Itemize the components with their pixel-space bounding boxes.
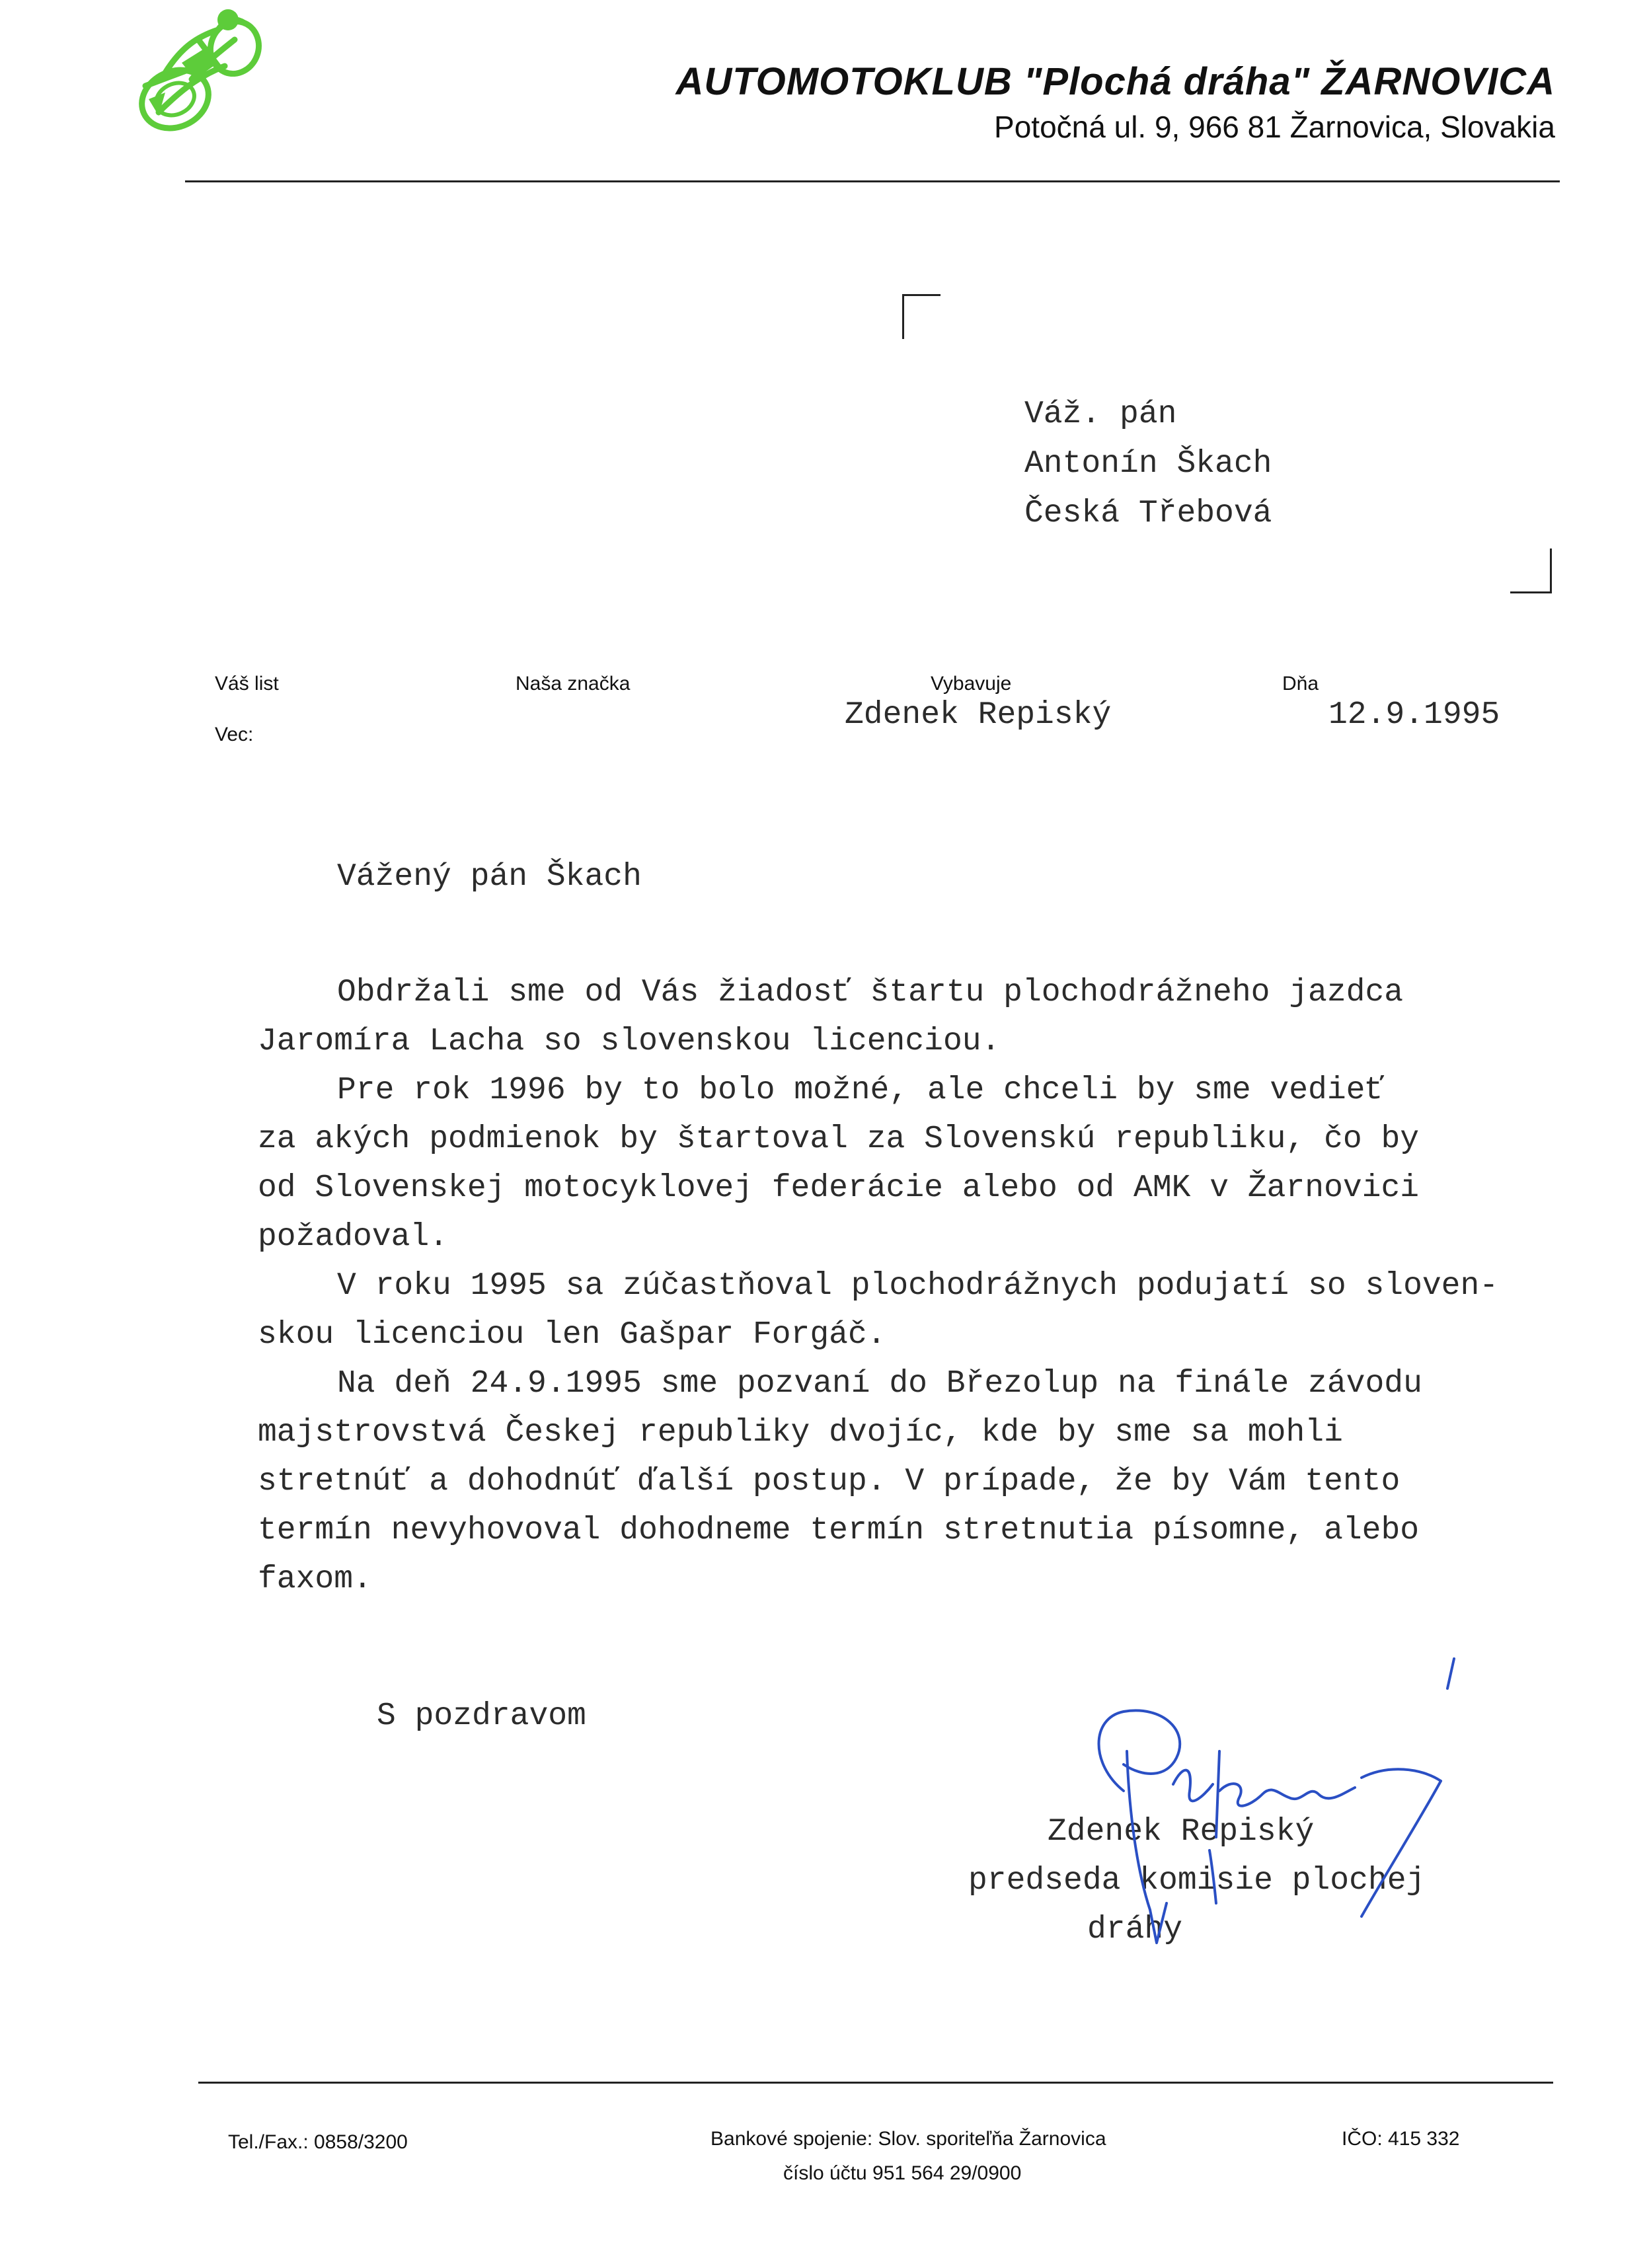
footer-ico: IČO: 415 332	[1342, 2128, 1460, 2150]
body-line: V roku 1995 sa zúčastňoval plochodrážnych podujatí so sloven-	[337, 1268, 1499, 1304]
handled-by-label: Vybavuje	[931, 673, 1012, 695]
address-window-corner-top-left	[902, 294, 941, 339]
organization-name: AUTOMOTOKLUB "Plochá dráha" ŽARNOVICA	[675, 60, 1555, 103]
subject-label: Vec:	[215, 724, 254, 745]
address-window-corner-bottom-right	[1510, 548, 1552, 593]
body-line: stretnúť a dohodnúť ďalší postup. V prípade, že by Vám tento	[258, 1464, 1401, 1499]
motorcycle-rider-logo-icon	[119, 0, 278, 139]
signer-title-continued: dráhy	[1087, 1912, 1183, 1947]
body-line: termín nevyhovoval dohodneme termín stretnutia písomne, alebo	[258, 1513, 1420, 1548]
signer-name: Zdenek Repiský	[1048, 1814, 1315, 1850]
footer-account: číslo účtu 951 564 29/0900	[783, 2162, 1022, 2184]
date-value: 12.9.1995	[1328, 697, 1500, 733]
signer-title: predseda komisie plochej	[968, 1863, 1426, 1899]
footer-phone: Tel./Fax.: 0858/3200	[228, 2131, 408, 2153]
body-line: majstrovstvá Českej republiky dvojíc, kde by sme sa mohli	[258, 1415, 1343, 1451]
body-line: faxom.	[258, 1562, 372, 1597]
footer-divider	[198, 2082, 1553, 2084]
footer-bank: Bankové spojenie: Slov. sporiteľňa Žarnovica	[710, 2128, 1106, 2150]
recipient-salutation: Váž. pán	[1024, 397, 1177, 432]
body-line: Na deň 24.9.1995 sme pozvaní do Březolup na finále závodu	[337, 1366, 1422, 1402]
body-line: Obdržali sme od Vás žiadosť štartu plochodrážneho jazdca	[337, 975, 1404, 1010]
letter-closing: S pozdravom	[377, 1698, 586, 1734]
our-reference-label: Naša značka	[516, 673, 631, 695]
body-line: požadoval.	[258, 1219, 449, 1255]
your-letter-label: Váš list	[215, 673, 279, 695]
handwritten-signature-icon	[1051, 1652, 1461, 1956]
body-line: od Slovenskej motocyklovej federácie alebo od AMK v Žarnovici	[258, 1170, 1420, 1206]
organization-address: Potočná ul. 9, 966 81 Žarnovica, Slovakia	[994, 110, 1555, 144]
letter-greeting: Vážený pán Škach	[337, 859, 642, 895]
recipient-city: Česká Třebová	[1024, 496, 1272, 531]
handled-by-value: Zdenek Repiský	[845, 697, 1112, 733]
body-line: skou licenciou len Gašpar Forgáč.	[258, 1317, 886, 1353]
date-label: Dňa	[1282, 673, 1319, 695]
body-line: Jaromíra Lacha so slovenskou licenciou.	[258, 1024, 1001, 1059]
recipient-name: Antonín Škach	[1024, 446, 1272, 482]
body-line: za akých podmienok by štartoval za Slovenskú republiku, čo by	[258, 1121, 1420, 1157]
header-divider	[185, 180, 1560, 182]
body-line: Pre rok 1996 by to bolo možné, ale chceli by sme vedieť	[337, 1073, 1385, 1108]
